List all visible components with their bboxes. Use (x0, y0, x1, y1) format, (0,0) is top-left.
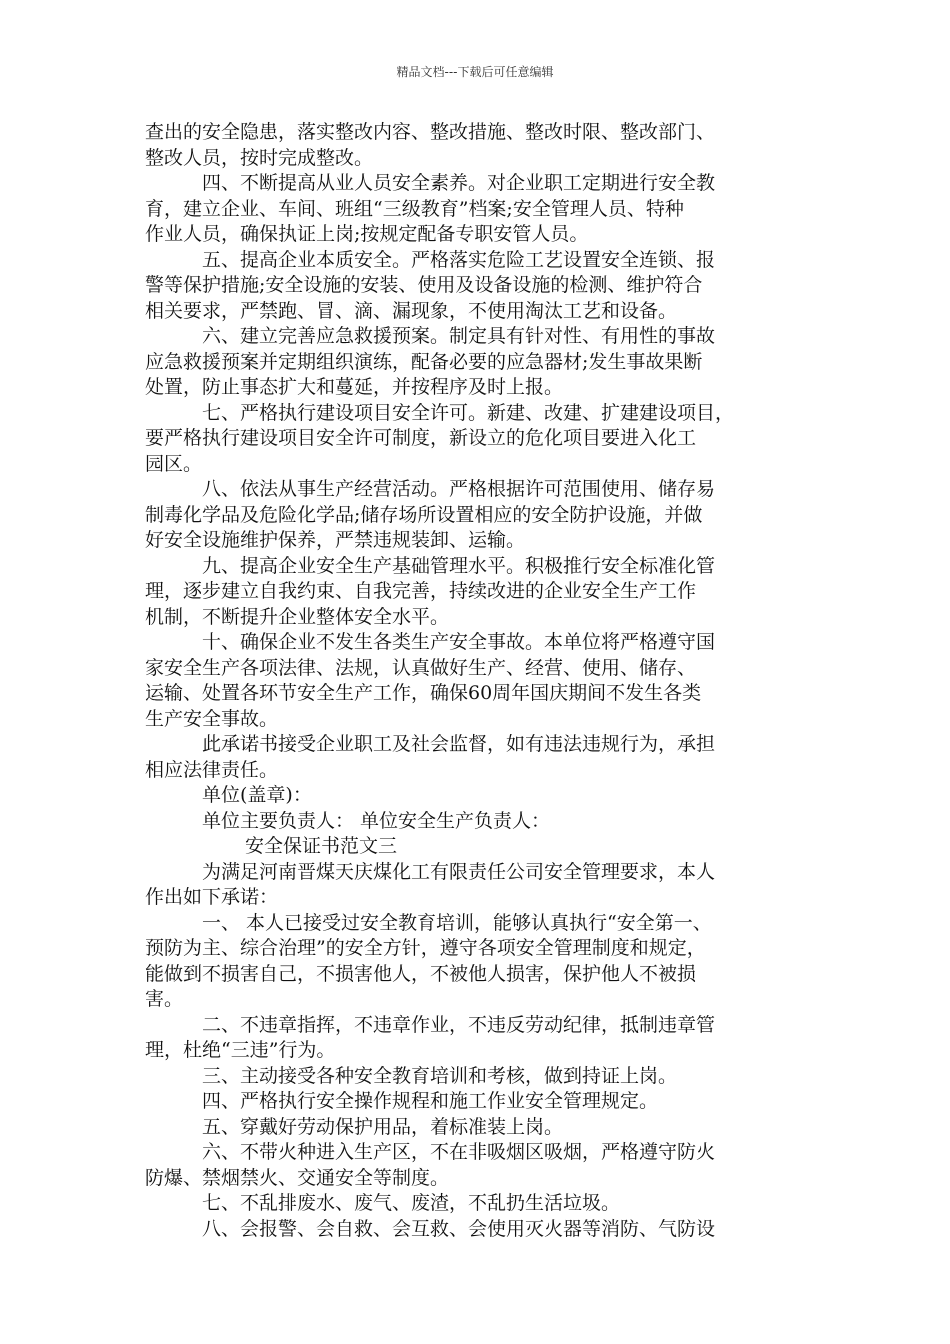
text-line: 四、不断提高从业人员安全素养。对企业职工定期进行安全教 (202, 172, 716, 194)
text-line: 处置，防止事态扩大和蔓延，并按程序及时上报。 (145, 376, 564, 398)
text-line: 三、主动接受各种安全教育培训和考核，做到持证上岗。 (202, 1064, 678, 1087)
text-line: 相关要求，严禁跑、冒、滴、漏现象，不使用淘汰工艺和设备。 (145, 299, 678, 322)
text-line: 要严格执行建设项目安全许可制度，新设立的危化项目要进入化工 (145, 427, 697, 449)
text-line: 为满足河南晋煤天庆煤化工有限责任公司安全管理要求，本人 (202, 860, 716, 883)
text-line: 好安全设施维护保养，严禁违规装卸、运输。 (145, 529, 526, 551)
text-line: 查出的安全隐患，落实整改内容、整改措施、整改时限、整改部门、 (145, 121, 716, 143)
text-line: 此承诺书接受企业职工及社会监督，如有违法违规行为，承担 (202, 733, 716, 755)
text-line: 警等保护措施;安全设施的安装、使用及设备设施的检测、维护符合 (145, 274, 703, 296)
text-line: 单位主要负责人： 单位安全生产负责人： (202, 809, 551, 832)
text-line: 生产安全事故。 (145, 707, 279, 730)
text-line: 四、严格执行安全操作规程和施工作业安全管理规定。 (202, 1090, 659, 1112)
text-line: 十、确保企业不发生各类生产安全事故。本单位将严格遵守国 (202, 631, 716, 653)
text-line: 安全保证书范文三 (245, 835, 398, 857)
text-line: 预防为主、综合治理”的安全方针，遵守各项安全管理制度和规定， (145, 937, 706, 959)
text-line: 七、严格执行建设项目安全许可。新建、改建、扩建建设项目， (202, 401, 735, 424)
text-line: 理，杜绝“三违”行为。 (145, 1039, 336, 1061)
text-line: 家安全生产各项法律、法规，认真做好生产、经营、使用、储存、 (145, 656, 697, 679)
text-line: 二、不违章指挥，不违章作业，不违反劳动纪律，抵制违章管 (202, 1013, 716, 1036)
text-line: 理，逐步建立自我约束、自我完善，持续改进的企业安全生产工作 (145, 580, 697, 602)
text-line: 机制，不断提升企业整体安全水平。 (145, 605, 450, 628)
text-line: 育，建立企业、车间、班组“三级教育”档案;安全管理人员、特种 (145, 197, 684, 220)
document-body (145, 120, 825, 1242)
text-line: 应急救援预案并定期组织演练，配备必要的应急器材;发生事故果断 (145, 350, 703, 373)
page-header: 精品文档---下载后可任意编辑 (396, 65, 554, 79)
text-line: 六、不带火种进入生产区，不在非吸烟区吸烟，严格遵守防火 (202, 1141, 716, 1163)
text-line: 一、 本人已接受过安全教育培训，能够认真执行“安全第一、 (202, 911, 712, 934)
text-line: 九、提高企业安全生产基础管理水平。积极推行安全标准化管 (202, 554, 716, 577)
text-line: 作出如下承诺： (145, 886, 279, 908)
text-line: 运输、处置各环节安全生产工作，确保60周年国庆期间不发生各类 (145, 682, 702, 704)
text-line: 相应法律责任。 (145, 758, 279, 781)
text-line: 七、不乱排废水、废气、废渣，不乱扔生活垃圾。 (202, 1192, 621, 1214)
text-line: 六、建立完善应急救援预案。制定具有针对性、有用性的事故 (202, 325, 716, 347)
text-line: 防爆、禁烟禁火、交通安全等制度。 (145, 1166, 450, 1189)
text-line: 害。 (145, 988, 184, 1010)
text-line: 作业人员，确保执证上岗;按规定配备专职安管人员。 (145, 223, 589, 245)
text-line: 八、依法从事生产经营活动。严格根据许可范围使用、储存易 (202, 478, 716, 500)
text-line: 整改人员，按时完成整改。 (145, 146, 374, 169)
text-line: 制毒化学品及危险化学品;储存场所设置相应的安全防护设施，并做 (145, 503, 703, 526)
text-line: 能做到不损害自己，不损害他人，不被他人损害，保护他人不被损 (145, 962, 697, 985)
text-line: 五、穿戴好劳动保护用品，着标准装上岗。 (202, 1115, 564, 1138)
text-line: 八、会报警、会自救、会互救、会使用灭火器等消防、气防设 (202, 1217, 716, 1240)
text-line: 园区。 (145, 452, 203, 475)
text-line: 单位(盖章)： (202, 784, 312, 806)
text-line: 五、提高企业本质安全。严格落实危险工艺设置安全连锁、报 (202, 248, 716, 271)
